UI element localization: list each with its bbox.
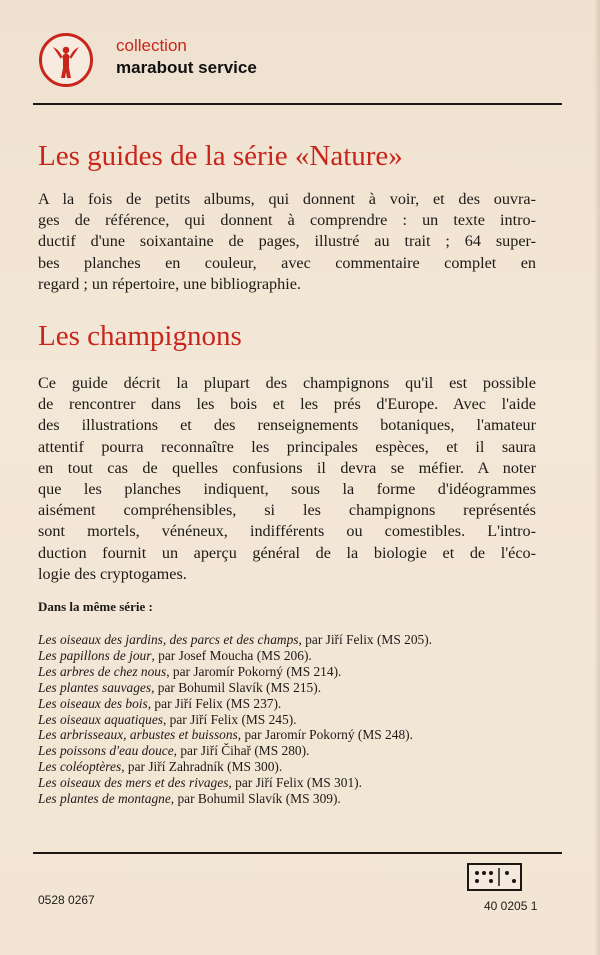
description-line: bes planches en couleur, avec commentaire complet en	[38, 253, 536, 272]
list-item	[38, 743, 558, 759]
list-item	[38, 632, 558, 648]
series-heading: Les guides de la série «Nature»	[38, 140, 403, 172]
description-line: A la fois de petits albums, qui donnent à voir, et des ouvra-	[38, 190, 536, 208]
list-item-author: , par Jiří Felix (MS 205).	[298, 632, 433, 647]
list-item-author: , par Jaromír Pokorný (MS 214).	[166, 663, 342, 679]
series-brand-name: marabout service	[116, 58, 257, 77]
list-item-author: , par Jiří Felix (MS 237).	[147, 695, 282, 711]
list-item	[38, 664, 558, 680]
top-divider	[33, 103, 562, 105]
description-line: ductif d'une soixantaine de pages, illustré au trait ; 64 super-	[38, 232, 536, 251]
list-item	[38, 696, 558, 712]
list-item-title: Les oiseaux des jardins, des parcs et des champs	[38, 632, 299, 647]
description-line: de rencontrer dans les bois et les prés d'Europe. Avec l'aide	[38, 395, 536, 414]
description-line: duction fournit un aperçu général de la biologie et de l'éco-	[38, 543, 536, 562]
list-item	[38, 680, 558, 696]
list-item-title: Les oiseaux des bois	[38, 695, 148, 711]
catalog-number: 0528 0267	[38, 893, 95, 907]
marabout-bird-logo-icon	[38, 32, 94, 88]
list-item	[38, 727, 558, 743]
list-item-title: Les plantes de montagne	[38, 791, 171, 807]
list-item-title: Les arbrisseaux, arbustes et buissons	[38, 727, 238, 743]
bottom-divider	[33, 852, 562, 854]
description-line: en tout cas de quelles confusions il devra se méfier. A noter	[38, 458, 536, 477]
description-line: sont mortels, vénéneux, indifférents ou comestibles. L'intro-	[38, 522, 536, 541]
list-item-author: , par Bohumil Slavík (MS 309).	[170, 791, 341, 807]
list-item	[38, 791, 558, 807]
description-line: aisément compréhensibles, si les champignons représentés	[38, 501, 536, 520]
description-line: des illustrations et des renseignements botaniques, l'amateur	[38, 416, 536, 435]
cover-edge-shadow	[594, 0, 600, 955]
list-item-title: Les plantes sauvages	[38, 679, 152, 695]
book-title: Les champignons	[38, 320, 242, 352]
list-item-title: Les oiseaux aquatiques	[38, 711, 163, 727]
description-line: ges de référence, qui donnent à comprendre : un texte intro-	[38, 211, 536, 230]
same-series-list	[38, 632, 558, 807]
book-description	[38, 373, 536, 585]
list-item	[38, 648, 558, 664]
list-item-author: , par Josef Moucha (MS 206).	[151, 647, 312, 663]
list-item-author: , par Jiří Felix (MS 301).	[228, 775, 362, 791]
series-description	[38, 189, 536, 295]
same-series-heading: Dans la même série :	[38, 599, 153, 614]
list-item-title: Les oiseaux des mers et des rivages	[38, 775, 229, 791]
price-code: 40 0205 1	[484, 899, 538, 913]
list-item	[38, 759, 558, 775]
list-item-author: , par Jiří Zahradník (MS 300).	[121, 759, 283, 775]
list-item-author: , par Jiří Čihař (MS 280).	[173, 743, 310, 759]
description-line: logie des cryptogames.	[38, 564, 187, 583]
list-item-title: Les coléoptères	[38, 759, 122, 775]
description-line: regard ; un répertoire, une bibliographie.	[38, 274, 301, 293]
list-item-author: , par Jaromír Pokorný (MS 248).	[237, 727, 413, 743]
price-code-dots-icon	[467, 863, 522, 891]
list-item-title: Les papillons de jour	[38, 647, 152, 663]
list-item-author: , par Bohumil Slavík (MS 215).	[151, 679, 322, 695]
collection-label: collection	[116, 36, 187, 55]
description-line: Ce guide décrit la plupart des champignons qu'il est possible	[38, 374, 536, 392]
list-item	[38, 775, 558, 791]
list-item	[38, 712, 558, 728]
description-line: que les planches indiquent, sous la forme d'idéogrammes	[38, 480, 536, 499]
list-item-title: Les poissons d'eau douce	[38, 743, 174, 759]
list-item-author: , par Jiří Felix (MS 245).	[162, 711, 297, 727]
list-item-title: Les arbres de chez nous	[38, 663, 167, 679]
description-line: attentif pourra reconnaître les principales espèces, et il saura	[38, 437, 536, 456]
